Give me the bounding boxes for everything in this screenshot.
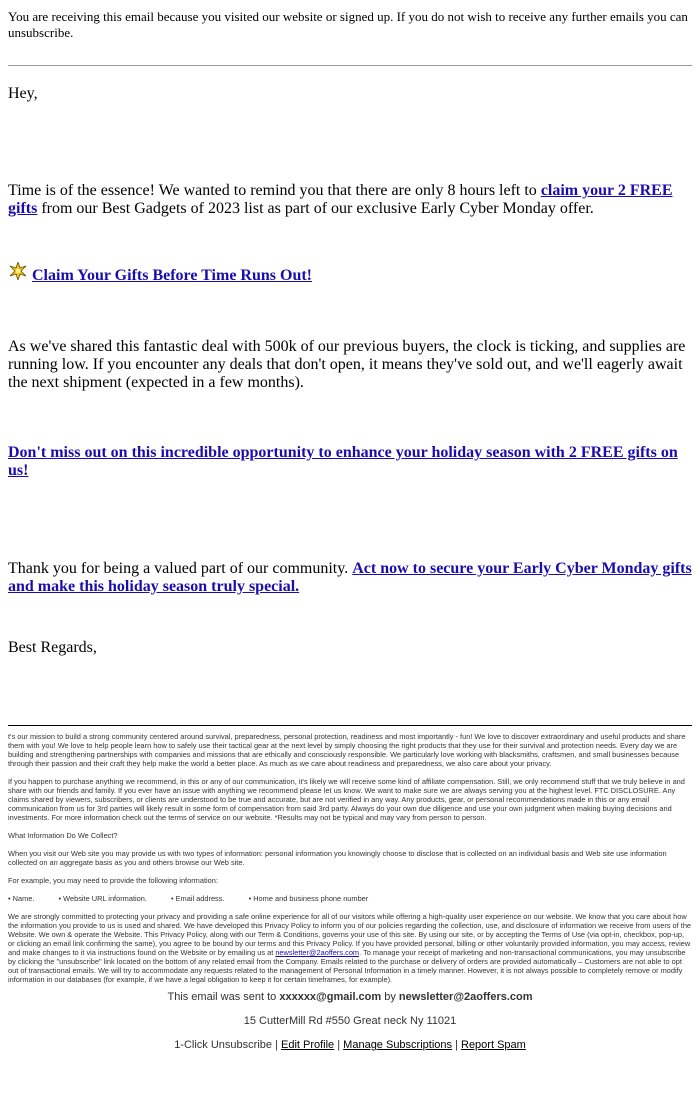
time-text-2: from our Best Gadgets of 2023 list as part of our exclusive Early Cyber Monday offer. <box>37 200 594 217</box>
legal-section <box>8 732 692 984</box>
one-click-unsubscribe[interactable]: 1-Click Unsubscribe <box>174 1039 272 1051</box>
separator: | <box>334 1039 344 1051</box>
time-paragraph <box>8 182 692 218</box>
recipient-email: xxxxxx@gmail.com <box>279 991 382 1003</box>
dont-miss-paragraph <box>8 444 692 480</box>
sent-by-text: by <box>381 991 399 1003</box>
affiliate-disclosure: If you happen to purchase anything we recommend, in this or any of our communication, it's likely we will receive some kind of affiliate compensation. Still, we only recommend stuff that we truly believe in and share with our friends and family. If you ever have an issue with anything we recommend please let us know. We want to make sure we are always serving you at the highest level. FTC DISCLOSURE. Any claims shared by viewers, subscribers, or clients are understood to be true and accurate, but are not verified in any way. Any products, gear, or personal recommendations made in this or any email communication from us for 3rd parties will likely result in some form of compensation from said 3rd party. Always do your own due diligence and use your own judgment when making buying decisions and investments. For more information check out the terms of service on our website. *Results may not be typical and may vary from person to person. <box>8 777 685 822</box>
edit-profile-link[interactable]: Edit Profile <box>280 1039 335 1051</box>
privacy-text-1: We are strongly committed to protecting your privacy and providing a safe online experience for all of our visitors while offering a high-quality user experience on our website. We know that you care about how the information you provide to us is used and shared. We have developed this Privacy Policy to inform you of our policies regarding the collection, use, and disclosure of information we receive from users of the Website. We own & operate the Website. This Privacy Policy, along with our Term & Conditions, governs your use of this site. By using our site, or by accepting the Terms of Use (via opt-in, checkbox, pop-up, or clicking an email link confirming the same), you agree to be bound by our terms and this Privacy Policy. If you have provided personal, billing or other voluntarily provided information, you may access, review and make changes to it via instructions found on the Website or by emailing us at <box>8 912 692 957</box>
sender-email: newsletter@2aoffers.com <box>398 991 533 1003</box>
privacy-policy-text <box>8 912 692 984</box>
info-list <box>8 894 692 903</box>
claim-before-time-runs-out-link[interactable]: Claim Your Gifts Before Time Runs Out! <box>32 267 313 284</box>
email-footer <box>8 990 692 1052</box>
info-item-url: • Website URL information. <box>58 894 147 903</box>
dont-miss-link[interactable]: Don't miss out on this incredible opportunity to enhance your holiday season with 2 FREE gifts on us! <box>8 444 678 479</box>
time-text-1: Time is of the essence! We wanted to remind you that there are only 8 hours left to <box>8 182 541 199</box>
footer-links <box>8 1038 692 1052</box>
unsubscribe-notice: You are receiving this email because you visited our website or signed up. If you do not wish to receive any further emails you can unsubscribe. <box>8 9 688 40</box>
mission-text: t's our mission to build a strong community centered around survival, preparedness, personal protection, readiness and most importantly - fun! We love to discover extraordinary and useful products and share them with you! We love to help people learn how to safely use their tactical gear at the next level by simply choosing the right products that they use for their survival and protection needs. Every day we are building and strengthening partnerships with companies and missions that are ethically and consciously responsible. We particularly love working with blacksmiths, craftsmen, and small businesses because through their passion and their craft they help make the world a better place. As much as we care about readiness and preparedness, we also care about your privacy. <box>8 732 686 768</box>
separator: | <box>452 1039 461 1051</box>
sign-off: Best Regards, <box>8 639 97 656</box>
what-info-heading: What Information Do We Collect? <box>8 831 118 840</box>
manage-subscriptions-link[interactable]: Manage Subscriptions <box>343 1039 453 1051</box>
sparkle-burst-icon <box>8 262 28 286</box>
claim-paragraph <box>8 262 692 286</box>
info-item-name: • Name. <box>8 894 35 903</box>
sent-prefix: This email was sent to <box>167 991 280 1003</box>
visit-info-text: When you visit our Web site you may provide us with two types of information: personal information you knowingly choose to disclose that is collected on an individual basis and Web site use information collected on an aggregate basis as you and others browse our Web site. <box>8 849 667 867</box>
legal-divider <box>8 725 692 726</box>
info-item-email: • Email address. <box>170 894 225 903</box>
example-text: For example, you may need to provide the following information: <box>8 876 218 885</box>
separator: | <box>272 1039 281 1051</box>
greeting: Hey, <box>8 85 38 102</box>
report-spam-link[interactable]: Report Spam <box>461 1039 526 1051</box>
sent-to-line <box>8 990 692 1004</box>
privacy-email-link[interactable]: newsletter@2aoffers.com <box>275 948 360 957</box>
deal-paragraph: As we've shared this fantastic deal with 500k of our previous buyers, the clock is ticking, and supplies are running low. If you encounter any deals that don't open, it means they've sold out, and we'll eagerly await the next shipment (expected in a few months). <box>8 338 686 391</box>
claim-gifts-link[interactable]: claim your 2 FREE gifts <box>8 182 673 217</box>
thanks-paragraph <box>8 560 692 596</box>
privacy-text-2: . To manage your receipt of marketing and non-transactional communications, you may unsubscribe by clicking the "unsubscribe" link located on the bottom of any related email from the Company. Emails related to the purchase or delivery of orders are provided automatically – Customers are not able to opt out of transactional emails. We will try to accommodate any requests related to the management of Personal Information in a timely manner. However, it is not always possible to completely remove or modify information in our databases (for example, if we have a legal obligation to keep it for certain timeframes, for example). <box>8 948 686 984</box>
thanks-text: Thank you for being a valued part of our community. <box>8 560 353 577</box>
act-now-link[interactable]: Act now to secure your Early Cyber Monday gifts and make this holiday season truly special. <box>8 560 692 595</box>
postal-address: 15 CutterMill Rd #550 Great neck Ny 11021 <box>243 1015 457 1027</box>
header-divider <box>8 65 692 66</box>
info-item-phone: • Home and business phone number <box>248 894 369 903</box>
